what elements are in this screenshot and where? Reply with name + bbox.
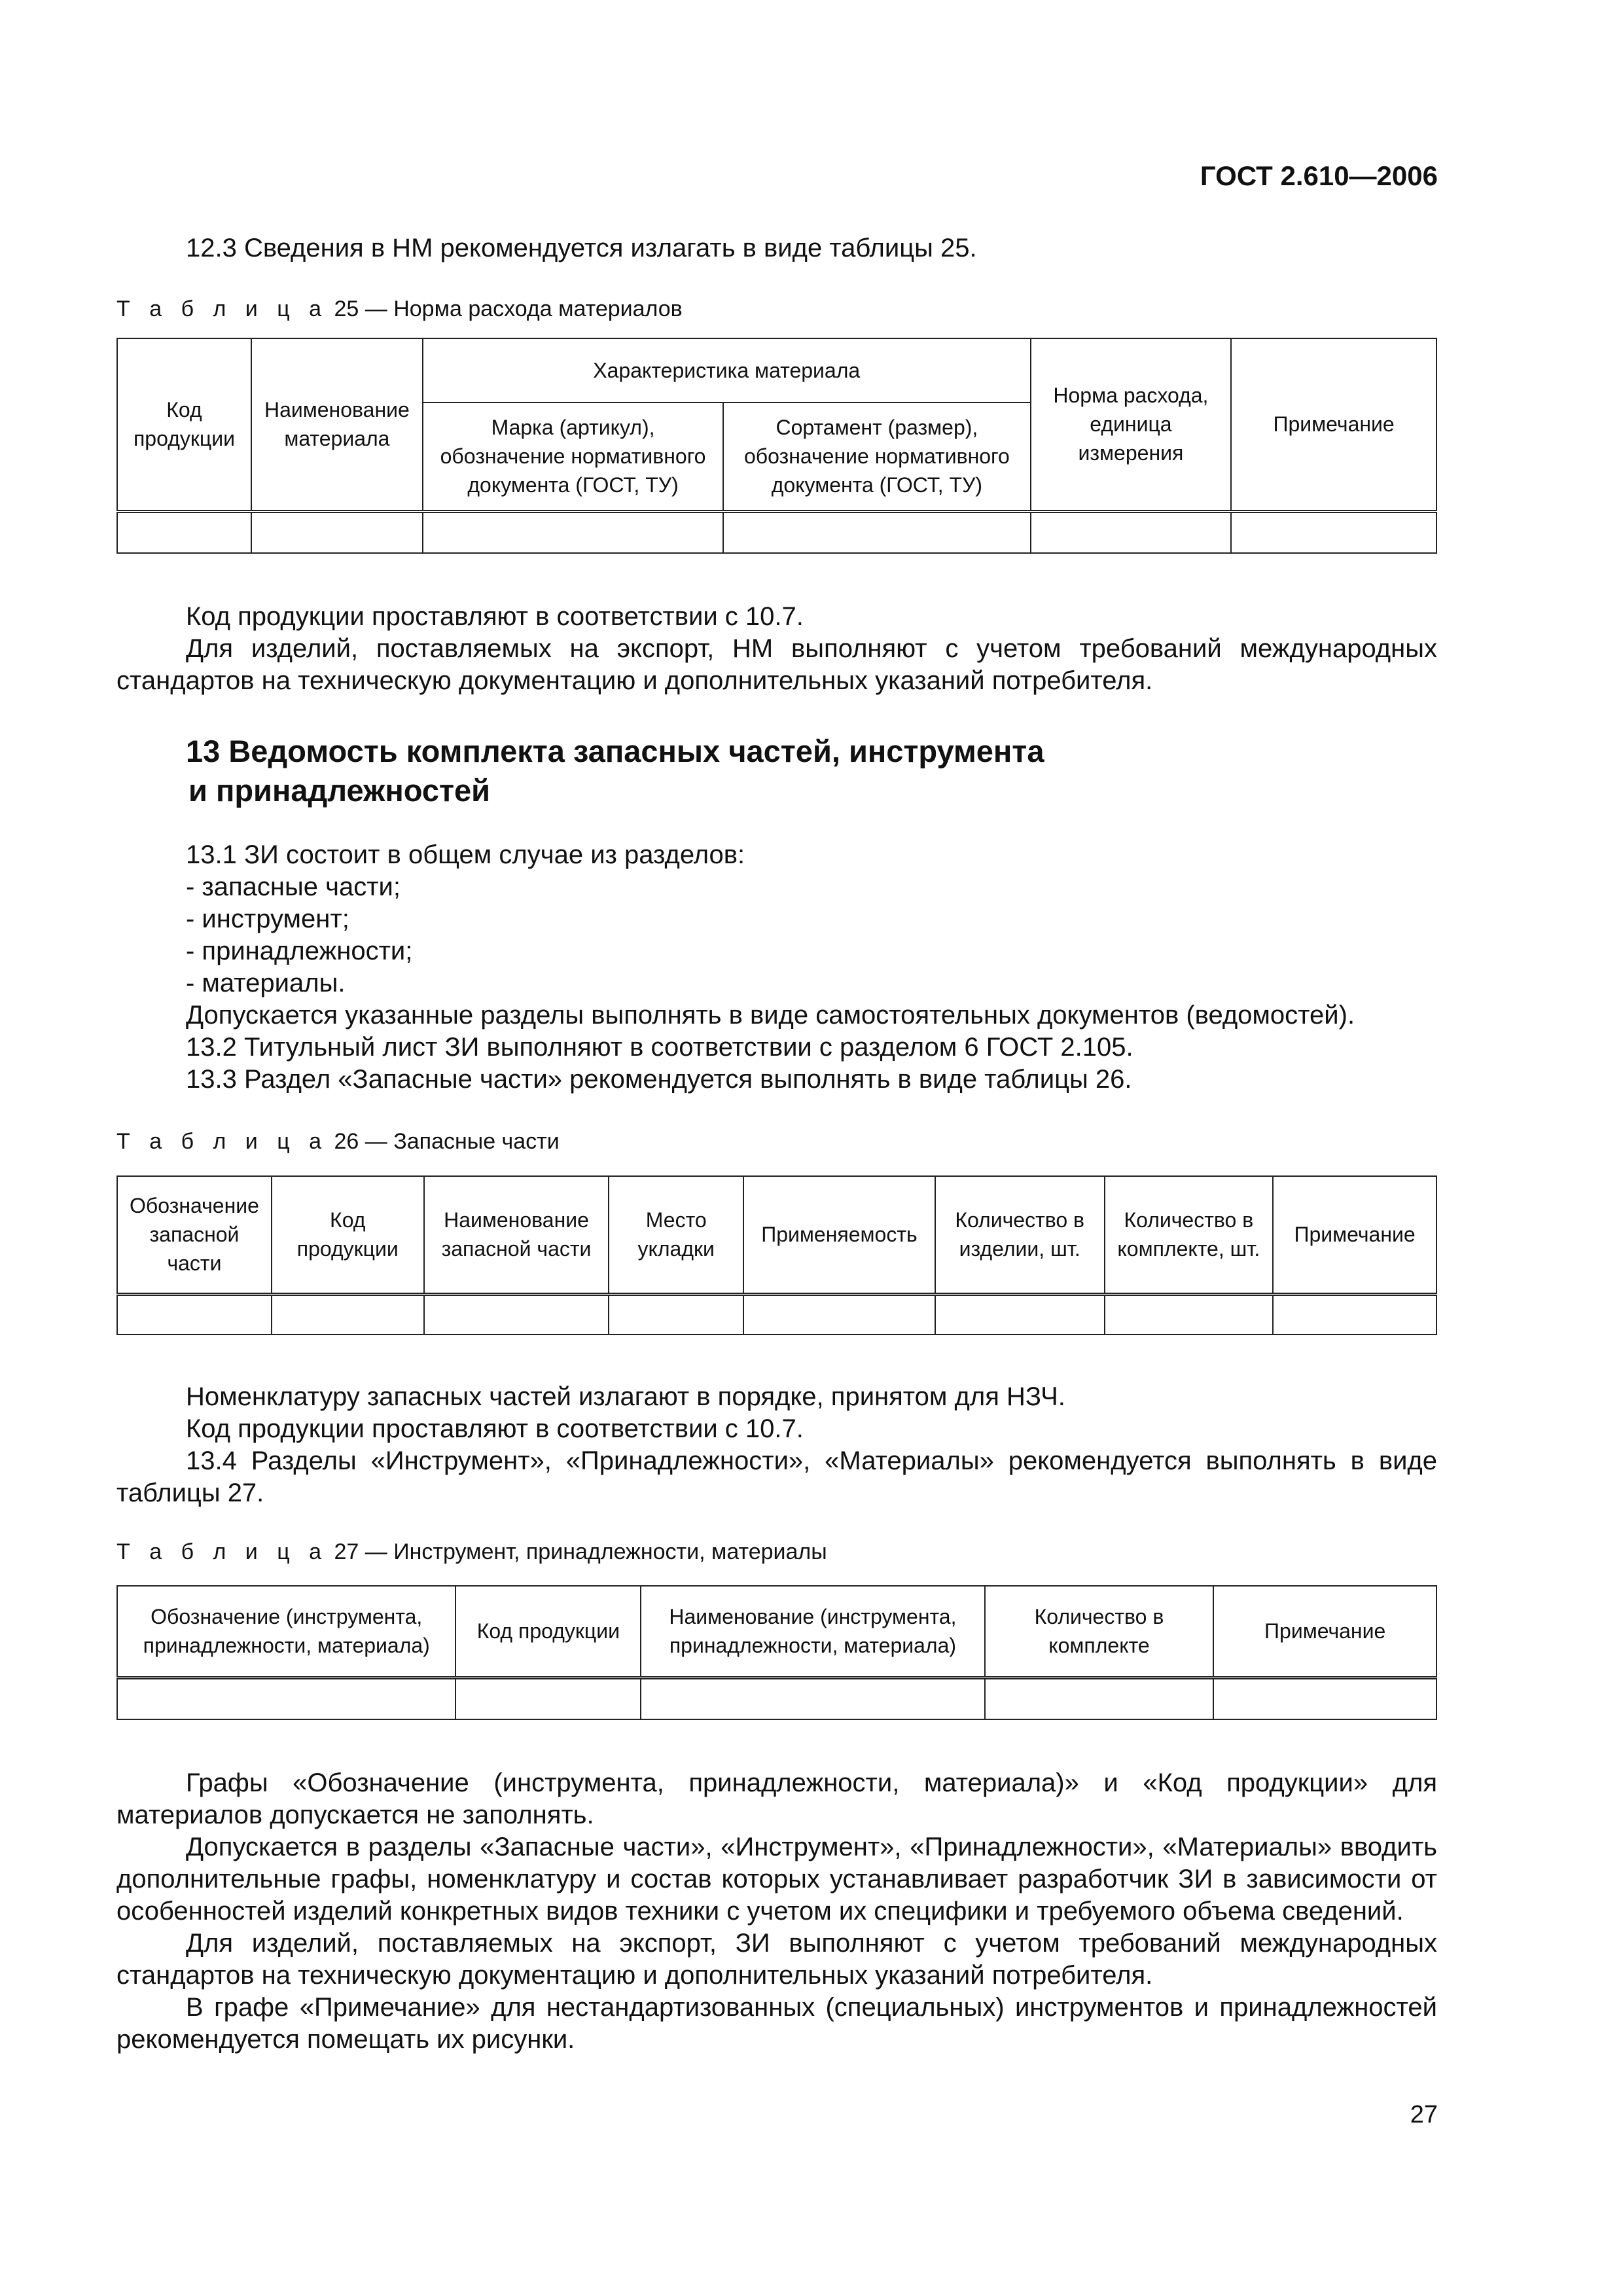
after-table26-text (116, 1381, 1437, 1509)
t25-cell (117, 511, 251, 553)
para-export-zi: Для изделий, поставляемых на экспорт, ЗИ выполняют с учетом требований международных стандартов на техническую документацию и дополнительных указаний потребителя. (116, 1929, 1437, 1990)
t27-cell (455, 1677, 641, 1719)
list-item: - материалы. (186, 969, 346, 997)
t27-cell (1213, 1677, 1436, 1719)
t26-cell (117, 1294, 272, 1335)
table26-caption-prefix: Т а б л и ц а (116, 1129, 329, 1154)
section-13-title-line1: 13 Ведомость комплекта запасных частей, инструмента (186, 734, 1044, 768)
t26-col-code: Код продукции (272, 1176, 424, 1294)
t26-cell (424, 1294, 609, 1335)
t27-cell (641, 1677, 984, 1719)
para-12-3-block (116, 232, 1437, 264)
table27-caption (116, 1539, 827, 1565)
para-columns-optional: Графы «Обозначение (инструмента, принадлежности, материала)» и «Код продукции» для материалов допускается не заполнять. (116, 1768, 1437, 1829)
t25-cell (723, 511, 1030, 553)
t27-col-note: Примечание (1213, 1586, 1436, 1677)
t26-cell (935, 1294, 1105, 1335)
t26-col-qty-kit: Количество в комплекте, шт. (1105, 1176, 1274, 1294)
table-row (117, 1677, 1436, 1719)
table25-caption-prefix: Т а б л и ц а (116, 296, 329, 321)
t27-col-qty: Количество в комплекте (985, 1586, 1214, 1677)
table-26 (116, 1175, 1437, 1335)
table25-caption (116, 296, 683, 322)
t26-cell (743, 1294, 935, 1335)
list-item: - запасные части; (186, 872, 401, 901)
para-13-4: 13.4 Разделы «Инструмент», «Принадлежности», «Материалы» рекомендуется выполнять в виде таблицы 27. (116, 1446, 1437, 1507)
document-header: ГОСТ 2.610—2006 (1200, 160, 1438, 191)
section-13-title-line2: и принадлежностей (188, 773, 491, 808)
t25-cell (1231, 511, 1436, 553)
table-25 (116, 338, 1437, 554)
t27-col-code: Код продукции (455, 1586, 641, 1677)
t26-col-qty-product: Количество в изделии, шт. (935, 1176, 1105, 1294)
para-note-drawings: В графе «Примечание» для нестандартизованных (специальных) инструментов и принадлежностей рекомендуется помещать их рисунки. (116, 1993, 1437, 2054)
para-additional-columns: Допускается в разделы «Запасные части», «Инструмент», «Принадлежности», «Материалы» вводить дополнительные графы, номенклатуру и состав которых устанавливает разработчик ЗИ в зависимости от особенностей изделий конкретных видов техники с учетом их специфики и требуемого объема сведений. (116, 1833, 1437, 1926)
table-27 (116, 1585, 1437, 1720)
t25-col-name: Наименование материала (251, 338, 423, 511)
t27-cell (117, 1677, 455, 1719)
t26-cell (1273, 1294, 1436, 1335)
t25-col-assortment: Сортамент (размер), обозначение нормативного документа (ГОСТ, ТУ) (723, 403, 1030, 511)
t26-col-applicability: Применяемость (743, 1176, 935, 1294)
table27-caption-prefix: Т а б л и ц а (116, 1539, 329, 1564)
para-13-1: 13.1 ЗИ состоит в общем случае из разделов: (186, 840, 745, 869)
t26-cell (609, 1294, 743, 1335)
table26-caption (116, 1129, 560, 1155)
t27-col-designation: Обозначение (инструмента, принадлежности, материала) (117, 1586, 455, 1677)
t27-cell (985, 1677, 1214, 1719)
t25-col-norm: Норма расхода, единица измерения (1031, 338, 1232, 511)
list-item: - инструмент; (186, 905, 349, 933)
t26-col-designation: Обозначение запасной части (117, 1176, 272, 1294)
t25-cell (251, 511, 423, 553)
t27-col-name: Наименование (инструмента, принадлежности, материала) (641, 1586, 984, 1677)
page-number: 27 (1410, 2101, 1438, 2128)
table25-caption-text: 25 — Норма расхода материалов (334, 296, 683, 321)
para-12-3: 12.3 Сведения в НМ рекомендуется излагать в виде таблицы 25. (186, 234, 977, 262)
t25-cell (1031, 511, 1232, 553)
after-table27-text (116, 1767, 1437, 2056)
t25-col-note: Примечание (1231, 338, 1436, 511)
table-row (117, 511, 1436, 553)
table27-caption-text: 27 — Инструмент, принадлежности, материалы (334, 1539, 827, 1564)
para-nomenclature: Номенклатуру запасных частей излагают в порядке, принятом для НЗЧ. (186, 1382, 1065, 1411)
after-table25-text (116, 601, 1437, 697)
t25-col-characteristic: Характеристика материала (423, 338, 1031, 403)
para-13-3: 13.3 Раздел «Запасные части» рекомендуется выполнять в виде таблицы 26. (186, 1065, 1132, 1094)
t25-cell (423, 511, 723, 553)
t26-col-place: Место укладки (609, 1176, 743, 1294)
t26-cell (1105, 1294, 1274, 1335)
t26-col-name: Наименование запасной части (424, 1176, 609, 1294)
para-export-nm: Для изделий, поставляемых на экспорт, НМ выполняют с учетом требований международных стандартов на техническую документацию и дополнительных указаний потребителя. (116, 634, 1437, 695)
section-13-body (116, 839, 1437, 1096)
list-item: - принадлежности; (186, 937, 413, 965)
table26-caption-text: 26 — Запасные части (334, 1129, 560, 1154)
para-code-10-7: Код продукции проставляют в соответствии с 10.7. (186, 1414, 804, 1443)
section-13-heading (186, 732, 1044, 810)
t26-cell (272, 1294, 424, 1335)
para-allow-separate-docs: Допускается указанные разделы выполнять в виде самостоятельных документов (ведомостей). (186, 1001, 1355, 1030)
para-code-10-7: Код продукции проставляют в соответствии с 10.7. (186, 602, 804, 631)
table-row (117, 1294, 1436, 1335)
para-13-2: 13.2 Титульный лист ЗИ выполняют в соответствии с разделом 6 ГОСТ 2.105. (186, 1033, 1133, 1062)
t26-col-note: Примечание (1273, 1176, 1436, 1294)
t25-col-mark: Марка (артикул), обозначение нормативного документа (ГОСТ, ТУ) (423, 403, 723, 511)
t25-col-code: Код продукции (117, 338, 251, 511)
